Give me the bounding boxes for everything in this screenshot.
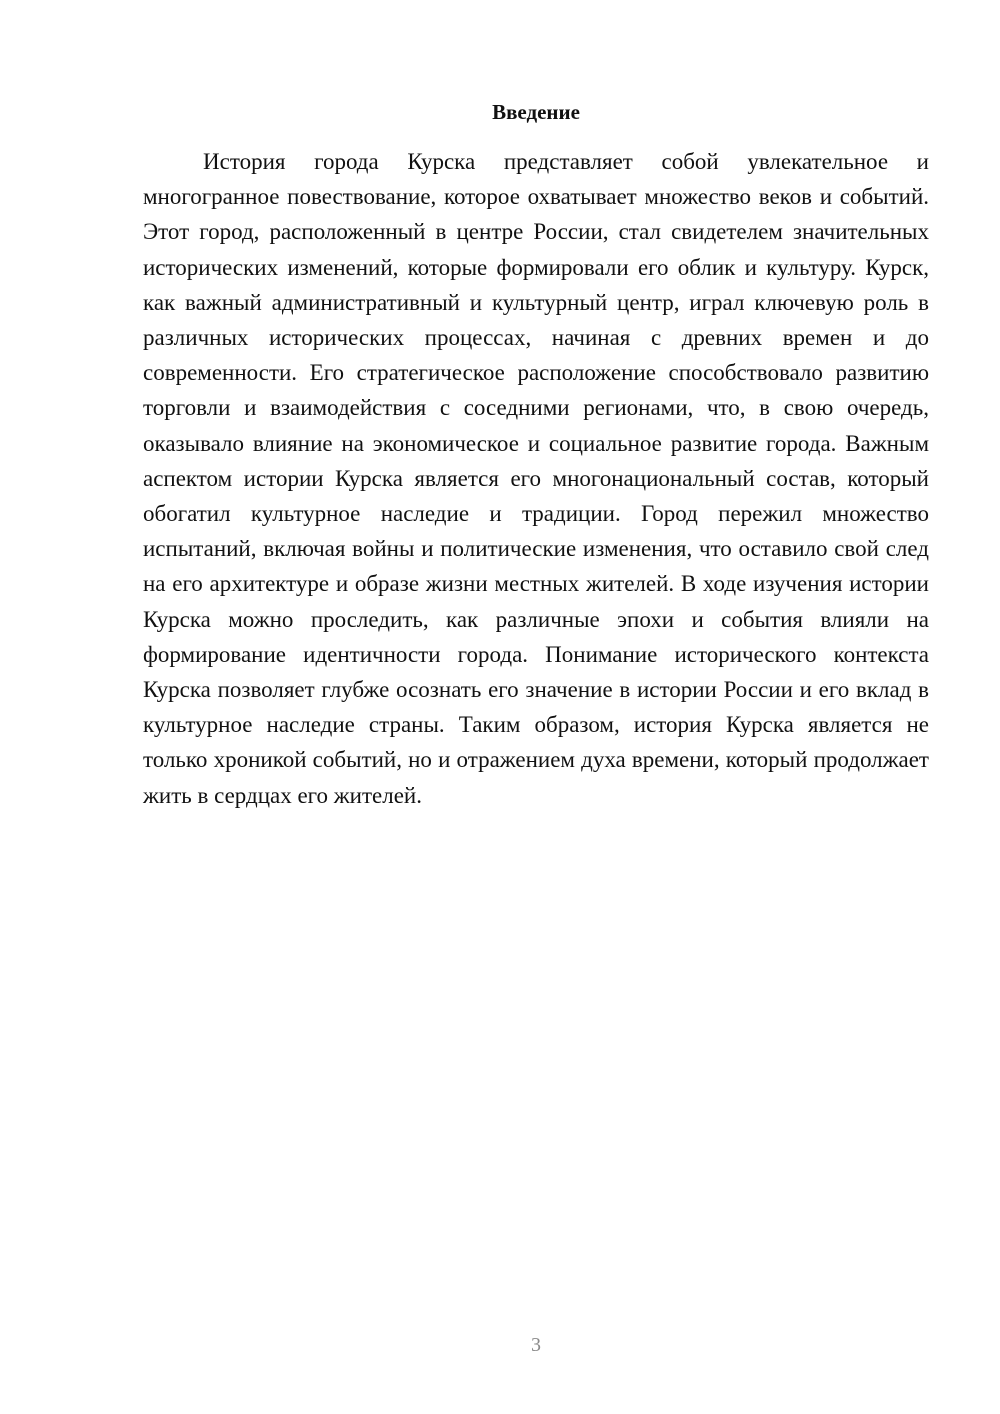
page-number: 3 xyxy=(531,1334,541,1356)
section-heading: Введение xyxy=(492,100,580,124)
body-paragraph: История города Курска представляет собой увлекательное и многогранное повествование, которое охватывает множество веков и событий. Этот город, расположенный в центре России, стал свидетелем значительных исторических изменений, которые формировали его облик и культуру. Курск, как важный административный и культурный центр, играл ключевую роль в различных исторических процессах, начиная с древних времен и до современности. Его стратегическое расположение способствовало развитию торговли и взаимодействия с соседними регионами, что, в свою очередь, оказывало влияние на экономическое и социальное развитие города. Важным аспектом истории Курска является его многонациональный состав, который обогатил культурное наследие и традиции. Город пережил множество испытаний, включая войны и политические изменения, что оставило свой след на его архитектуре и образе жизни местных жителей. В ходе изучения истории Курска можно проследить, как различные эпохи и события влияли на формирование идентичности города. Понимание исторического контекста Курска позволяет глубже осознать его значение в истории России и его вклад в культурное наследие страны. Таким образом, история Курска является не только хроникой событий, но и отражением духа времени, который продолжает жить в сердцах его жителей. xyxy=(143,149,929,808)
